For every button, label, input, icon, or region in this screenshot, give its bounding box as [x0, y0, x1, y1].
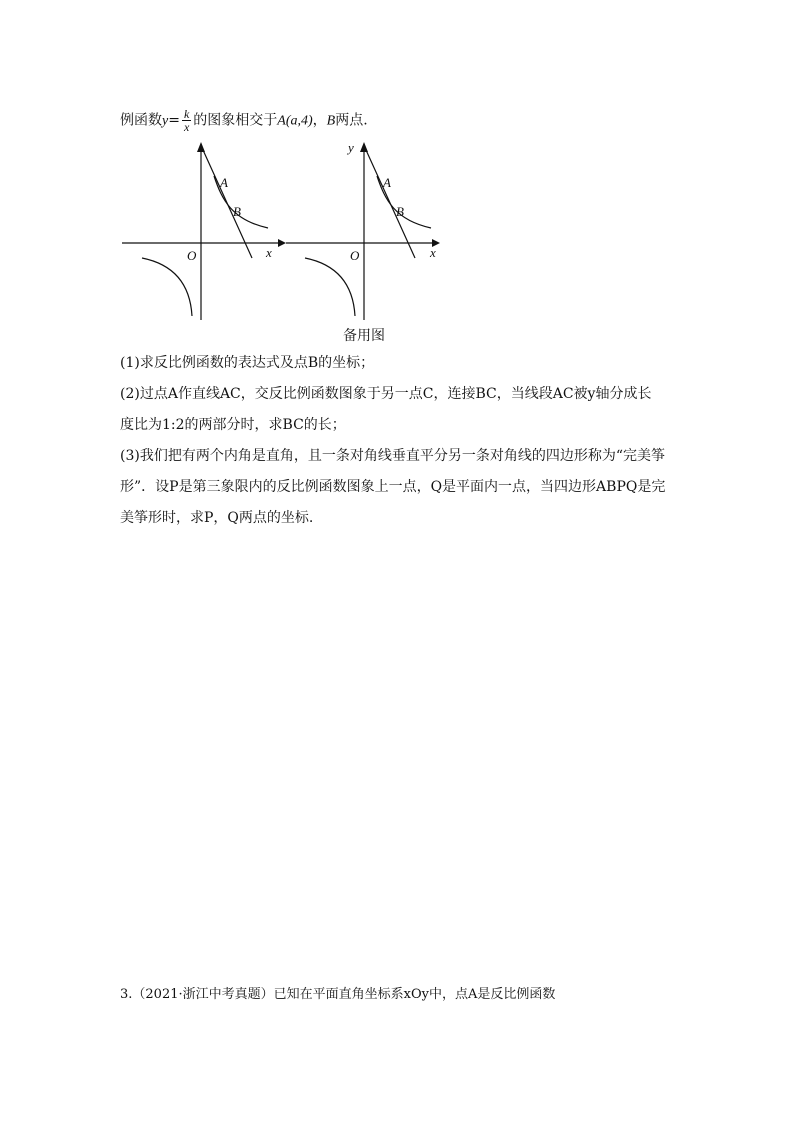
hyperbola-branch-q3-left: [142, 258, 192, 316]
part-2-line-2: 度比为1:2的两部分时，求BC的长；: [120, 417, 346, 433]
intro-mid: 的图象相交于: [193, 112, 278, 129]
label-a-left: A: [220, 175, 228, 190]
graph-figures: [0, 130, 794, 330]
figure-caption: 备用图: [343, 328, 385, 344]
equals-sign: =: [168, 112, 180, 129]
label-x-right: x: [430, 245, 436, 260]
point-b-label: B: [326, 113, 336, 129]
line-ab-right: [366, 150, 415, 258]
part-3-line-1: (3)我们把有两个内角是直角，且一条对角线垂直平分另一条对角线的四边形称为“完美筝: [120, 448, 665, 464]
point-a-label: A: [277, 113, 286, 129]
line-ab-left: [203, 150, 252, 258]
part-1: (1)求反比例函数的表达式及点B的坐标；: [120, 355, 375, 371]
label-x-left: x: [266, 245, 272, 260]
point-a-coord: (a,4): [285, 113, 313, 129]
var-y: y: [162, 113, 169, 129]
denominator-x: x: [183, 120, 190, 134]
part-3-line-3: 美筝形时，求P，Q两点的坐标.: [120, 510, 314, 526]
label-o-left: O: [187, 248, 197, 263]
part-3-line-2: 形”．设P是第三象限内的反比例函数图象上一点，Q是平面内一点，当四边形ABPQ是完: [120, 479, 666, 495]
question-3: 3.（2021·浙江中考真题）已知在平面直角坐标系xOy中，点A是反比例函数: [120, 987, 556, 1002]
hyperbola-branch-q3-right: [305, 258, 355, 316]
label-o-right: O: [350, 248, 360, 263]
label-b-right: B: [396, 204, 404, 219]
label-b-left: B: [233, 204, 241, 219]
intro-suffix: 两点.: [335, 112, 368, 129]
intro-comma: ，: [312, 112, 327, 129]
label-a-right: A: [383, 175, 391, 190]
x-axis-arrow-left: [278, 239, 286, 247]
numerator-k: k: [183, 107, 190, 121]
part-2-line-1: (2)过点A作直线AC，交反比例函数图象于另一点C，连接BC，当线段AC被y轴分成长: [120, 386, 652, 402]
figure-left: [122, 142, 286, 320]
intro-prefix: 例函数: [120, 112, 162, 129]
figure-right: [286, 140, 440, 320]
label-y-right: y: [348, 140, 354, 155]
